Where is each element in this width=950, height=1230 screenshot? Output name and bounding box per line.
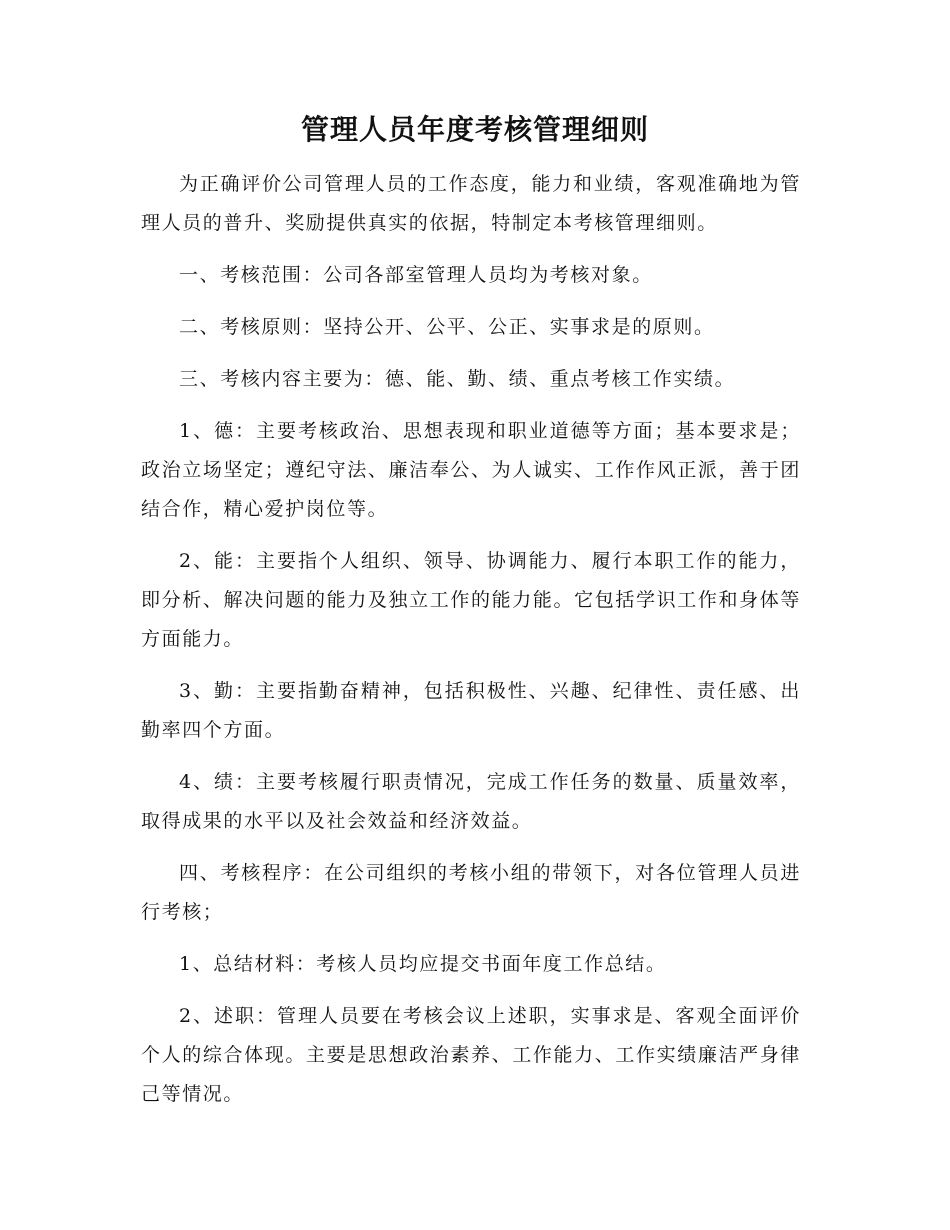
summary-material-paragraph: 1、总结材料：考核人员均应提交书面年度工作总结。	[179, 953, 667, 975]
diligence-paragraph: 3、勤：主要指勤奋精神，包括积极性、兴趣、纪律性、责任感、出勤率四个方面。	[141, 680, 801, 741]
ability-paragraph: 2、能：主要指个人组织、领导、协调能力、履行本职工作的能力，即分析、解决问题的能力及独立工作的能力能。它包括学识工作和身体等方面能力。	[141, 550, 801, 650]
intro-paragraph: 为正确评价公司管理人员的工作态度，能力和业绩，客观准确地为管理人员的普升、奖励提供真实的依据，特制定本考核管理细则。	[141, 173, 801, 234]
debriefing-paragraph: 2、述职：管理人员要在考核会议上述职，实事求是、客观全面评价个人的综合体现。主要是思想政治素养、工作能力、工作实绩廉洁严身律己等情况。	[141, 1005, 801, 1105]
document-title: 管理人员年度考核管理细则	[300, 113, 649, 146]
content-paragraph: 三、考核内容主要为：德、能、勤、绩、重点考核工作实绩。	[179, 368, 736, 390]
performance-paragraph: 4、绩：主要考核履行职责情况，完成工作任务的数量、质量效率，取得成果的水平以及社会效益和经济效益。	[141, 771, 801, 832]
virtue-paragraph: 1、德：主要考核政治、思想表现和职业道德等方面；基本要求是；政治立场坚定；遵纪守法、廉洁奉公、为人诚实、工作作风正派，善于团结合作，精心爱护岗位等。	[141, 420, 801, 520]
procedure-paragraph: 四、考核程序：在公司组织的考核小组的带领下，对各位管理人员进行考核；	[141, 862, 801, 923]
principle-paragraph: 二、考核原则：坚持公开、公平、公正、实事求是的原则。	[179, 316, 715, 338]
document-body	[141, 165, 801, 1127]
scope-paragraph: 一、考核范围：公司各部室管理人员均为考核对象。	[179, 264, 653, 286]
